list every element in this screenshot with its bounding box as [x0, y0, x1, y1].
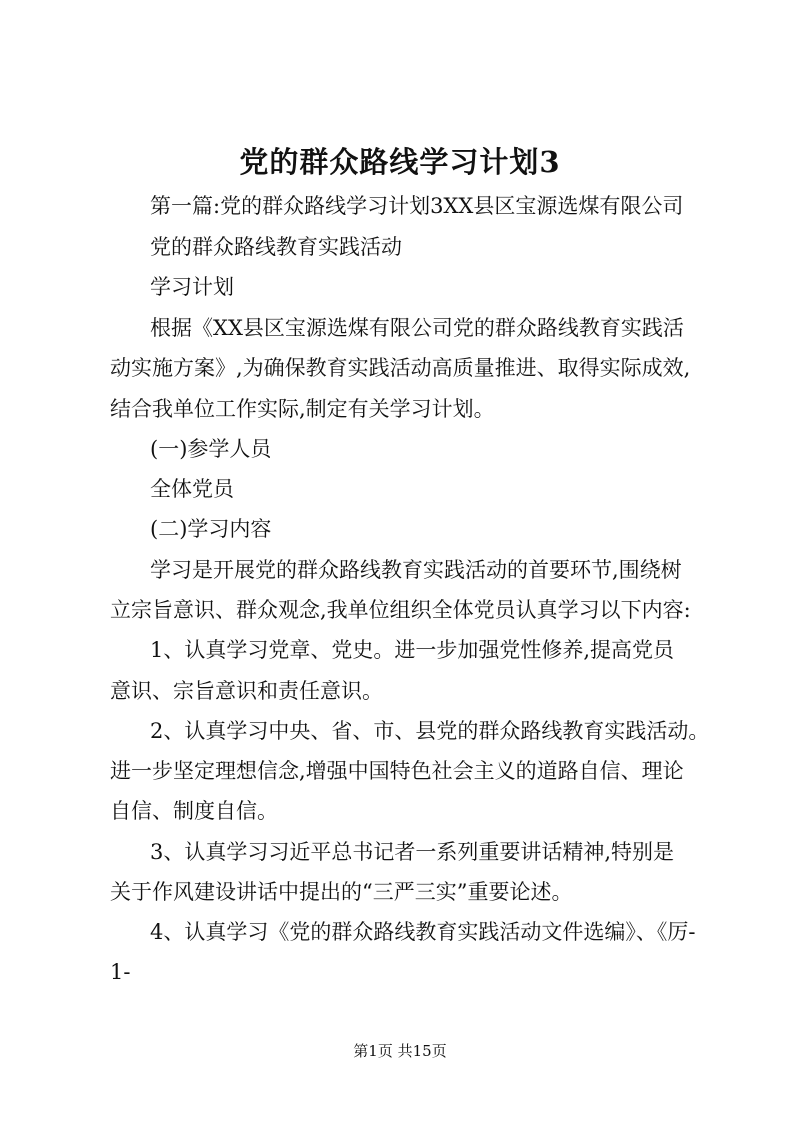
document-title: 党的群众路线学习计划3	[239, 145, 561, 179]
text-line: 1-	[110, 960, 131, 984]
page-footer: 第1页 共15页	[353, 1042, 447, 1060]
section-heading: (一)参学人员	[150, 437, 272, 461]
text-line: 第一篇:党的群众路线学习计划3XX县区宝源选煤有限公司	[150, 194, 684, 218]
text-line: 意识、宗旨意识和责任意识。	[110, 679, 383, 703]
text-line: 全体党员	[150, 477, 234, 501]
text-line: 结合我单位工作实际,制定有关学习计划。	[110, 397, 495, 421]
section-heading: (二)学习内容	[150, 517, 272, 541]
text-line: 学习计划	[150, 275, 234, 299]
text-line: 1、认真学习党章、党史。进一步加强党性修养,提高党员	[150, 638, 675, 662]
text-line: 4、认真学习《党的群众路线教育实践活动文件选编》、《厉-	[150, 920, 696, 944]
text-line: 根据《XX县区宝源选煤有限公司党的群众路线教育实践活	[150, 316, 684, 340]
text-line: 自信、制度自信。	[110, 799, 278, 823]
text-line: 学习是开展党的群众路线教育实践活动的首要环节,围绕树	[150, 558, 682, 582]
text-line: 进一步坚定理想信念,增强中国特色社会主义的道路自信、理论	[110, 759, 684, 783]
text-line: 3、认真学习习近平总书记者一系列重要讲话精神,特别是	[150, 840, 675, 864]
text-line: 立宗旨意识、群众观念,我单位组织全体党员认真学习以下内容:	[110, 598, 691, 622]
text-line: 党的群众路线教育实践活动	[150, 235, 402, 259]
text-line: 动实施方案》,为确保教育实践活动高质量推进、取得实际成效,	[110, 356, 691, 380]
text-line: 2、认真学习中央、省、市、县党的群众路线教育实践活动。	[150, 719, 710, 743]
text-line: 关于作风建设讲话中提出的“三严三实”重要论述。	[110, 880, 573, 904]
